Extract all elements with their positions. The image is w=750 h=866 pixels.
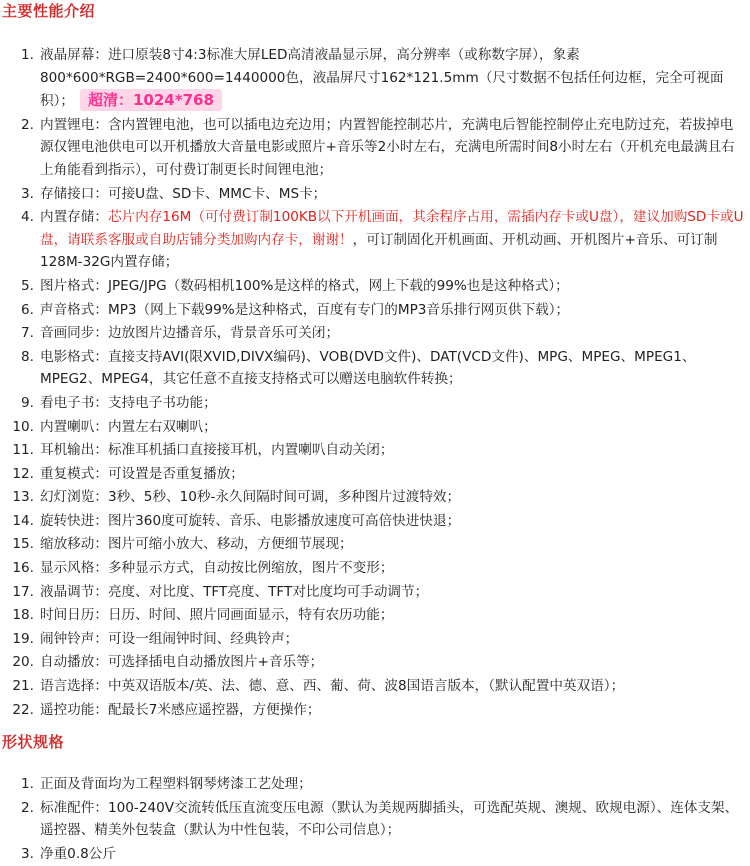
item-text: 时间日历：日历、时间、照片同画面显示，特有农历功能； <box>40 607 394 624</box>
item-text: 净重0.8公斤 <box>40 845 116 862</box>
feature-item-10 <box>0 416 750 439</box>
item-number: 17. <box>12 583 34 600</box>
item-text: 语言选择：中英双语版本/英、法、德、意、西、葡、荷、波8国语言版本，（默认配置中英双语）； <box>40 678 625 695</box>
item-number: 12. <box>12 465 34 482</box>
item-number: 19. <box>12 630 34 647</box>
item-text: 幻灯浏览：3秒、5秒、10秒-永久间隔时间可调，多种图片过渡特效； <box>40 489 461 506</box>
item-number: 11. <box>12 442 34 459</box>
item-text: 耳机输出：标准耳机插口直接接耳机，内置喇叭自动关闭； <box>40 442 394 459</box>
item-text: 旋转快进：图片360度可旋转、音乐、电影播放速度可高倍快进快退； <box>40 512 461 529</box>
item-text: 内置锂电：含内置锂电池，也可以插电边充边用；内置智能控制芯片，充满电后智能控制停止充电防过充，若拔掉电源仅锂电池供电可以开机播放大音量电影或照片+音乐等2小时左右，充满电所需时间8小时左右（开机充电最满且右上角能看到指示），可付费订制更长时间锂电池； <box>40 116 735 178</box>
item-number: 3. <box>21 185 34 202</box>
memory-warning-text: 芯片内存16M（可付费订制100KB以下开机画面，其余程序占用，需插内存卡或U盘），建议加购SD卡或U盘，请联系客服或自助店铺分类加购内存卡，谢谢！ <box>40 209 744 248</box>
feature-item-12 <box>0 463 750 486</box>
feature-item-2 <box>0 114 750 182</box>
item-text: 看电子书：支持电子书功能； <box>40 394 217 411</box>
item-number: 8. <box>21 348 34 365</box>
shape-spec-list <box>0 773 750 866</box>
shape-item-3 <box>0 843 750 866</box>
feature-item-18 <box>0 604 750 627</box>
item-number: 2. <box>21 116 34 133</box>
feature-item-8 <box>0 346 750 391</box>
feature-item-6 <box>0 299 750 322</box>
item-text-prefix: 内置存储： <box>40 209 108 226</box>
item-number: 7. <box>21 325 34 342</box>
item-number: 16. <box>12 560 34 577</box>
feature-item-21 <box>0 675 750 698</box>
item-text: 音画同步：边放图片边播音乐，背景音乐可关闭； <box>40 325 340 342</box>
section-title-shape: 形状规格 <box>2 733 65 751</box>
item-text: 自动播放：可选择插电自动播放图片+音乐等； <box>40 654 324 671</box>
feature-item-1 <box>0 44 750 113</box>
features-list <box>0 44 750 722</box>
item-text: 闹钟铃声：可设一组闹钟时间、经典铃声； <box>40 630 299 647</box>
item-number: 14. <box>12 512 34 529</box>
item-text: 缩放移动：图片可缩小放大、移动，方便细节展现； <box>40 536 353 553</box>
feature-item-20 <box>0 651 750 674</box>
feature-item-9 <box>0 392 750 415</box>
item-text: 声音格式：MP3（网上下载99%是这种格式，百度有专门的MP3音乐排行网页供下载）； <box>40 301 570 318</box>
feature-item-17 <box>0 581 750 604</box>
feature-item-15 <box>0 533 750 556</box>
feature-item-5 <box>0 275 750 298</box>
item-number: 5. <box>21 277 34 294</box>
item-text-suffix: ，可订制固化开机画面、开机动画、开机图片+音乐、可订制128M-32G内置存储； <box>40 231 718 271</box>
feature-item-4 <box>0 206 750 274</box>
section-title-features: 主要性能介绍 <box>2 2 96 20</box>
item-number: 6. <box>21 301 34 318</box>
item-number: 13. <box>12 489 34 506</box>
item-number: 10. <box>12 418 34 435</box>
item-text: 电影格式：直接支持AVI(限XVID,DIVX编码)、VOB(DVD文件)、DAT(VCD文件)、MPG、MPEG、MPEG1、MPEG2、MPEG4，其它任意不直接支持格式可以赠送电脑软件转换； <box>40 348 696 388</box>
feature-item-7 <box>0 322 750 345</box>
shape-item-2 <box>0 797 750 842</box>
item-number: 15. <box>12 536 34 553</box>
item-text: 显示风格：多种显示方式，自动按比例缩放，图片不变形； <box>40 560 394 577</box>
feature-item-19 <box>0 628 750 651</box>
item-text: 标准配件：100-240V交流转低压直流变压电源（默认为美规两脚插头，可选配英规、澳规、欧规电源）、连体支架、遥控器、精美外包装盒（默认为中性包装，不印公司信息）； <box>40 799 739 839</box>
item-number: 20. <box>12 654 34 671</box>
resolution-badge: 超清：1024*768 <box>80 89 222 111</box>
item-text: 图片格式：JPEG/JPG（数码相机100%是这样的格式，网上下载的99%也是这种格式）； <box>40 277 569 294</box>
item-number: 1. <box>21 47 34 63</box>
item-number: 1. <box>21 776 34 792</box>
item-text: 液晶屏幕：进口原装8寸4:3标准大屏LED高清液晶显示屏，高分辨率（或称数字屏），象素800*600*RGB=2400*600=1440000色，液晶屏尺寸162*121.5mm（尺寸数据不包括任何边框，完全可视面积）； <box>40 47 724 110</box>
feature-item-13 <box>0 486 750 509</box>
feature-item-3 <box>0 183 750 206</box>
item-number: 4. <box>21 209 34 226</box>
feature-item-14 <box>0 510 750 533</box>
item-number: 18. <box>12 607 34 624</box>
item-number: 9. <box>21 394 34 411</box>
item-number: 2. <box>21 799 34 816</box>
item-number: 21. <box>12 678 34 695</box>
item-number: 3. <box>21 845 34 862</box>
item-number: 22. <box>12 701 34 718</box>
item-text: 存储接口：可接U盘、SD卡、MMC卡、MS卡； <box>40 185 327 202</box>
feature-item-16 <box>0 557 750 580</box>
item-text: 正面及背面均为工程塑料钢琴烤漆工艺处理； <box>40 776 312 792</box>
feature-item-11 <box>0 439 750 462</box>
item-text: 遥控功能：配最长7米感应遥控器，方便操作； <box>40 701 321 718</box>
shape-item-1 <box>0 773 750 796</box>
item-text: 内置喇叭：内置左右双喇叭； <box>40 418 217 435</box>
item-text: 液晶调节：亮度、对比度、TFT亮度、TFT对比度均可手动调节； <box>40 583 429 600</box>
feature-item-22 <box>0 699 750 722</box>
item-text: 重复模式：可设置是否重复播放； <box>40 465 244 482</box>
